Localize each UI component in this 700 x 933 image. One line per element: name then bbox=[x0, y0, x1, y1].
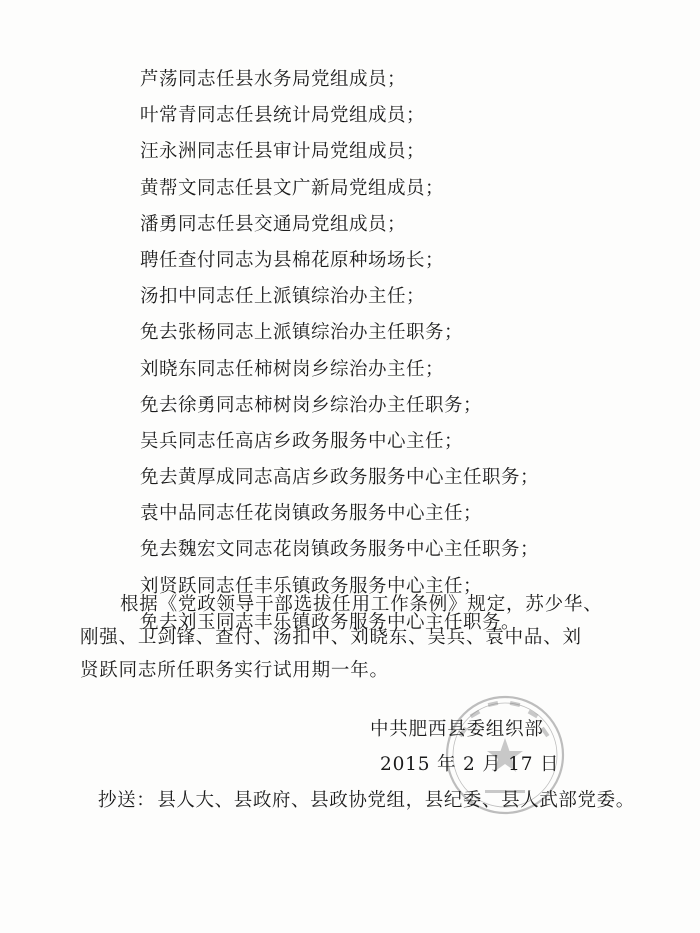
probation-paragraph bbox=[80, 588, 620, 687]
appointment-item: 黄帮文同志任县文广新局党组成员； bbox=[140, 177, 445, 199]
appointment-item: 潘勇同志任县交通局党组成员； bbox=[140, 213, 407, 235]
appointment-item: 汤扣中同志任上派镇综治办主任； bbox=[140, 286, 426, 308]
appointment-item: 袁中品同志任花岗镇政务服务中心主任； bbox=[140, 503, 483, 525]
appointment-item: 免去刘玉同志丰乐镇政务服务中心主任职务。 bbox=[140, 611, 521, 633]
cc-label: 抄送： bbox=[98, 790, 156, 811]
probation-line: 贤跃同志所任职务实行试用期一年。 bbox=[80, 660, 389, 681]
appointment-item: 免去徐勇同志柿树岗乡综治办主任职务； bbox=[140, 394, 483, 416]
cc-recipients: 县人大、县政府、县政协党组，县纪委、县人武部党委。 bbox=[157, 790, 635, 811]
appointment-item: 免去魏宏文同志花岗镇政务服务中心主任职务； bbox=[140, 539, 540, 561]
appointment-item: 刘晓东同志任柿树岗乡综治办主任； bbox=[140, 358, 445, 380]
appointment-item: 免去黄厚成同志高店乡政务服务中心主任职务； bbox=[140, 467, 540, 489]
appointment-item: 吴兵同志任高店乡政务服务中心主任； bbox=[140, 430, 464, 452]
probation-line: 根据《党政领导干部选拔任用工作条例》规定，苏少华、 bbox=[120, 594, 603, 615]
appointment-item: 刘贤跃同志任丰乐镇政务服务中心主任； bbox=[140, 575, 483, 597]
appointment-item: 免去张杨同志上派镇综治办主任职务； bbox=[140, 322, 464, 344]
probation-line: 刚强、卫剑锋、查付、汤扣中、刘晓东、吴兵、袁中品、刘 bbox=[80, 627, 582, 648]
appointment-item: 聘任查付同志为县棉花原种场场长； bbox=[140, 249, 445, 271]
appointment-item: 芦荡同志任县水务局党组成员； bbox=[140, 69, 407, 90]
issue-date: 2015 年 2 月 17 日 bbox=[380, 754, 560, 775]
cc-line bbox=[98, 786, 635, 812]
issuing-organization: 中共肥西县委组织部 bbox=[370, 719, 544, 740]
appointment-item: 叶常青同志任县统计局党组成员； bbox=[140, 105, 426, 127]
appointment-list bbox=[140, 62, 539, 641]
appointment-item: 汪永洲同志任县审计局党组成员； bbox=[140, 141, 426, 163]
